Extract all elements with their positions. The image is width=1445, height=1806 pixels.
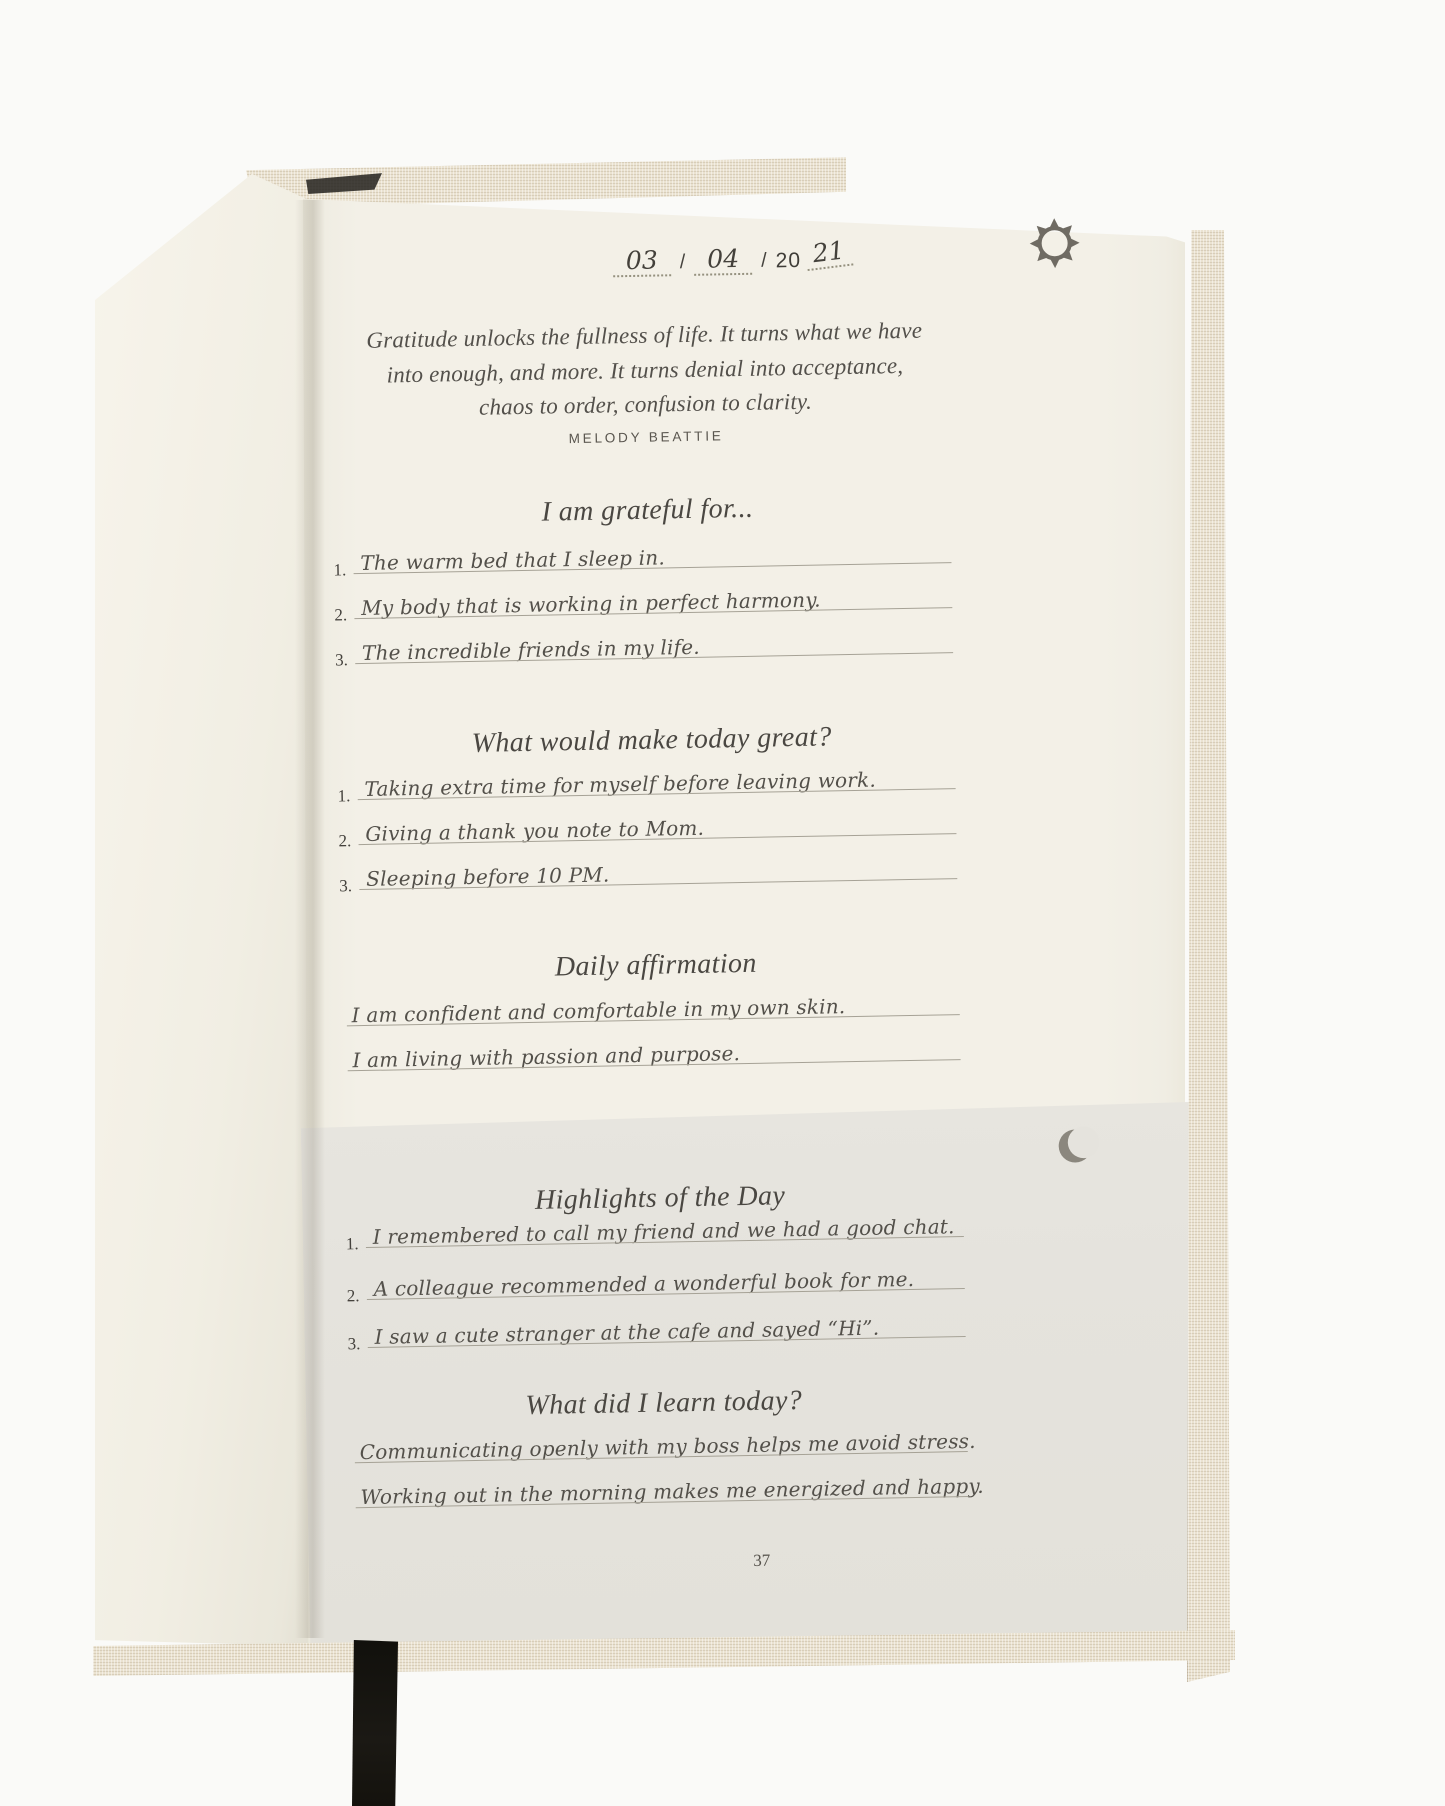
entry-number: 1. xyxy=(345,1234,359,1254)
handwritten-entry: A colleague recommended a wonderful book for me. xyxy=(373,1266,915,1301)
entry-number: 2. xyxy=(338,831,352,851)
journal-page-content xyxy=(292,187,1198,1653)
grateful-entry-3 xyxy=(335,620,954,673)
handwritten-entry: Giving a thank you note to Mom. xyxy=(365,815,705,846)
affirmation-entry-1 xyxy=(346,982,960,1035)
daily-quote xyxy=(354,313,936,427)
entry-number: 1. xyxy=(333,560,347,580)
sun-icon xyxy=(1027,216,1082,276)
date-day-handwritten: 03 xyxy=(613,247,671,277)
handwritten-entry: Working out in the morning makes me energized and happy. xyxy=(360,1473,984,1510)
left-page xyxy=(95,162,310,1646)
entry-number: 1. xyxy=(337,786,351,806)
date-century-printed: 20 xyxy=(775,248,802,273)
entry-number: 2. xyxy=(334,605,348,625)
date-separator: / xyxy=(679,250,686,274)
quote-line: chaos to order, confusion to clarity. xyxy=(478,388,813,420)
book-cover-right-edge xyxy=(1187,230,1230,1682)
entry-number: 2. xyxy=(346,1286,360,1306)
entry-number: 3. xyxy=(339,876,353,896)
grateful-heading: I am grateful for... xyxy=(541,492,754,528)
today-great-heading: What would make today great? xyxy=(471,721,832,759)
quote-author: MELODY BEATTIE xyxy=(568,428,724,447)
handwritten-entry: I am confident and comfortable in my own skin. xyxy=(351,994,846,1028)
learned-heading: What did I learn today? xyxy=(525,1385,803,1422)
today-great-entry-2 xyxy=(338,801,957,854)
date-separator: / xyxy=(760,249,767,272)
bookmark-ribbon xyxy=(352,1640,398,1806)
quote-line: Gratitude unlocks the fullness of life. It turns what we have xyxy=(366,317,923,353)
quote-line: into enough, and more. It turns denial into acceptance, xyxy=(386,352,904,387)
today-great-entry-3 xyxy=(339,846,958,899)
grateful-entry-1 xyxy=(333,530,952,583)
handwritten-entry: Communicating openly with my boss helps me avoid stress. xyxy=(359,1428,976,1465)
moon-icon xyxy=(1052,1121,1101,1175)
handwritten-entry: I remembered to call my friend and we had a good chat. xyxy=(372,1214,955,1249)
date-month-handwritten: 04 xyxy=(694,246,752,276)
affirmation-entry-2 xyxy=(347,1027,961,1080)
entry-number: 3. xyxy=(334,650,349,670)
handwritten-entry: I saw a cute stranger at the cafe and sayed “Hi”. xyxy=(374,1315,880,1349)
handwritten-entry: Taking extra time for myself before leaving work. xyxy=(364,767,877,801)
handwritten-entry: Sleeping before 10 PM. xyxy=(365,862,610,891)
today-great-entry-1 xyxy=(337,756,956,809)
handwritten-entry: My body that is working in perfect harmony. xyxy=(360,587,821,620)
entry-number: 3. xyxy=(347,1334,361,1354)
highlights-heading: Highlights of the Day xyxy=(534,1180,786,1216)
page-number: 37 xyxy=(753,1550,771,1570)
handwritten-entry: The warm bed that I sleep in. xyxy=(360,545,666,575)
grateful-entry-2 xyxy=(334,575,953,628)
handwritten-entry: The incredible friends in my life. xyxy=(361,634,701,665)
date-field xyxy=(613,235,853,277)
date-year-handwritten: 21 xyxy=(804,237,853,271)
handwritten-entry: I am living with passion and purpose. xyxy=(352,1041,741,1073)
affirmation-heading: Daily affirmation xyxy=(554,947,758,983)
